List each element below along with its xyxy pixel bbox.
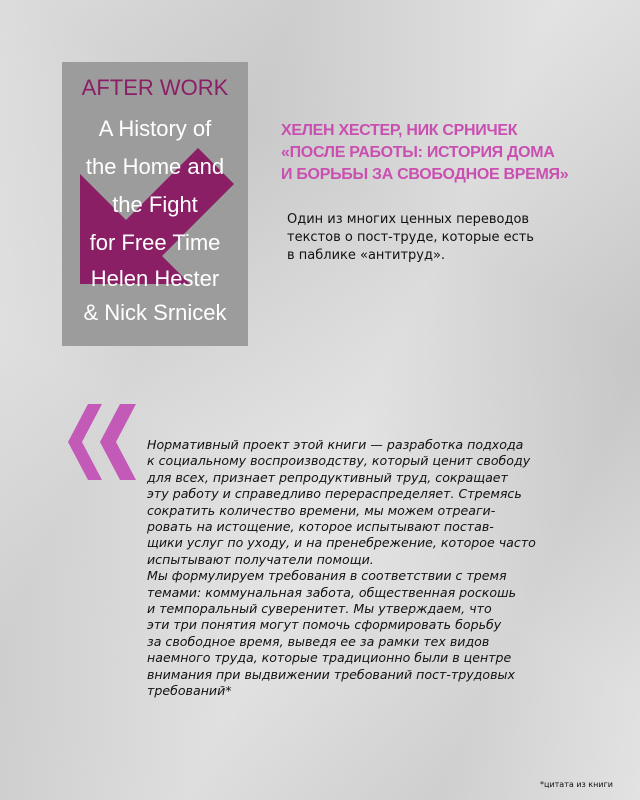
quote-line: ровать на истощение, которое испытывают постав- [147,519,494,535]
intro-text [287,211,587,265]
book-author-line: Helen Hester [90,266,220,291]
book-author-line: & Nick Srnicek [83,300,227,325]
intro-line: текстов о пост-труде, которые есть [287,230,534,245]
quote-line: требований* [147,683,232,699]
footnote: *цитата из книги [540,780,613,789]
quote-line: сократить количество времени, мы можем отреаги- [147,502,496,518]
quote-line: к социальному воспроизводству, который ценит свободу [147,453,531,469]
book-cover [62,62,248,346]
heading-line: И БОРЬБЫ ЗА СВОБОДНОЕ ВРЕМЯ» [281,166,569,183]
book-subtitle-line: for Free Time [89,230,221,255]
quote-line: темами: коммунальная забота, общественная роскошь [147,584,517,600]
heading-line: ХЕЛЕН ХЕСТЕР, НИК СРНИЧЕК [281,122,518,139]
intro-line: Один из многих ценных переводов [287,212,530,227]
quote-line: за свободное время, выведя ее за рамки тех видов [147,633,490,649]
quote-line: для всех, признает репродуктивный труд, сокращает [147,469,508,485]
open-quote-icon [64,404,140,480]
book-subtitle-line: the Fight [112,192,198,217]
book-title: AFTER WORK [81,75,229,100]
quote-line: испытывают получатели помощи. [147,551,374,567]
quote-line: Мы формулируем требования в соответствии с тремя [147,568,507,584]
quote-line: и темпоральный суверенитет. Мы утверждаем, что [147,601,492,617]
quote-line: щики услуг по уходу, и на пренебрежение, которое часто [147,535,536,551]
quote-line: эту работу и справедливо перераспределяет. Стремясь [147,486,522,502]
book-subtitle-line: the Home and [85,154,225,179]
quote-line: эти три понятия могут помочь сформировать борьбу [147,617,502,633]
intro-line: в паблике «антитруд». [287,248,446,263]
book-subtitle-line: A History of [98,116,212,141]
quote-line: наемного труда, которые традиционно были в центре [147,650,512,666]
book-quote [147,437,612,700]
quote-line: внимания при выдвижении требований пост-трудовых [147,666,515,682]
book-heading [281,120,626,186]
heading-line: «ПОСЛЕ РАБОТЫ: ИСТОРИЯ ДОМА [281,144,555,161]
quote-line: Нормативный проект этой книги — разработка подхода [147,437,524,452]
